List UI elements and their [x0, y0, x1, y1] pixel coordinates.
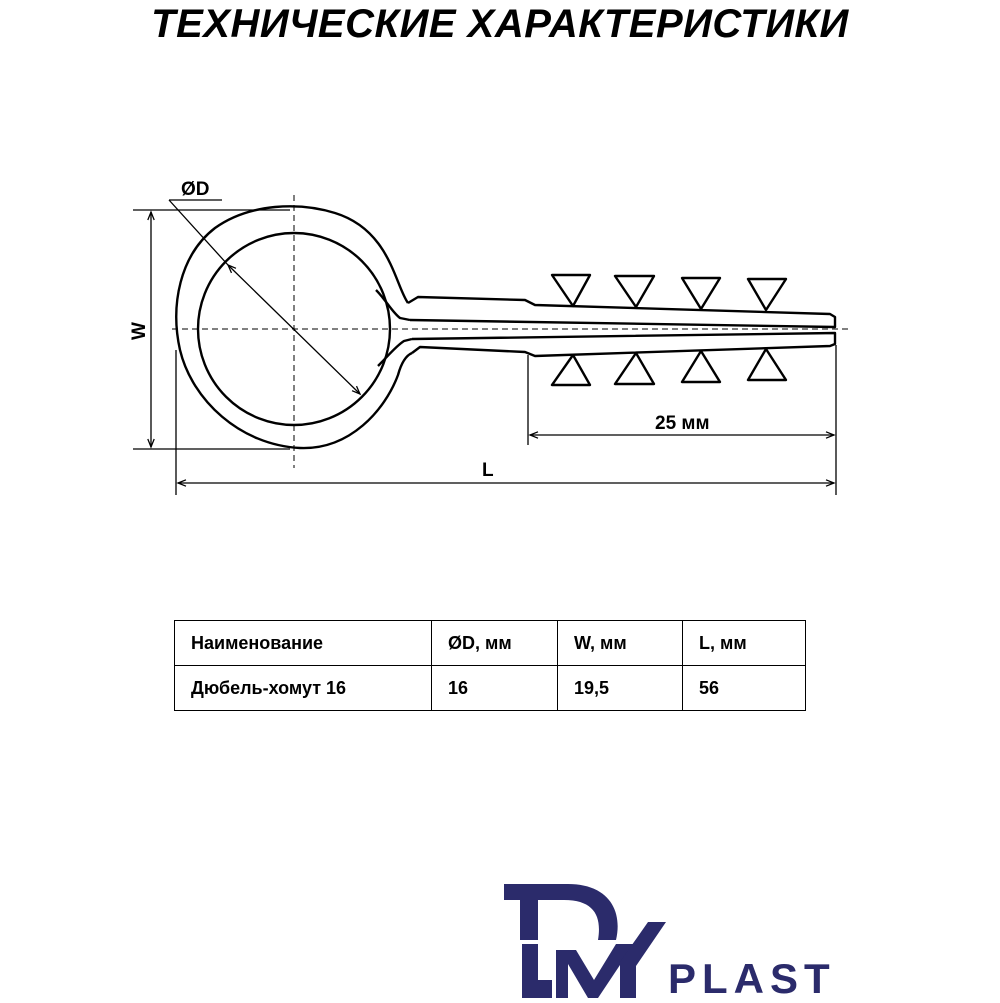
cell-width: 19,5 [558, 666, 683, 711]
header-diameter: ØD, мм [432, 621, 558, 666]
header-name: Наименование [175, 621, 432, 666]
page-title: ТЕХНИЧЕСКИЕ ХАРАКТЕРИСТИКИ [151, 2, 849, 46]
cell-name: Дюбель-хомут 16 [175, 666, 432, 711]
table-row [175, 666, 806, 711]
teeth [552, 275, 786, 385]
length-label: L [482, 460, 494, 481]
clamp-outline [176, 206, 835, 448]
header-width: W, мм [558, 621, 683, 666]
tail-length-label: 25 мм [655, 413, 710, 434]
table-header-row [175, 621, 806, 666]
header-length: L, мм [683, 621, 806, 666]
diameter-dimension [169, 200, 360, 394]
cell-diameter: 16 [432, 666, 558, 711]
logo-brand-text: PLAST [668, 955, 836, 1002]
spec-table [174, 620, 806, 711]
diameter-label: ØD [181, 179, 210, 200]
width-label: W [129, 322, 150, 340]
cell-length: 56 [683, 666, 806, 711]
